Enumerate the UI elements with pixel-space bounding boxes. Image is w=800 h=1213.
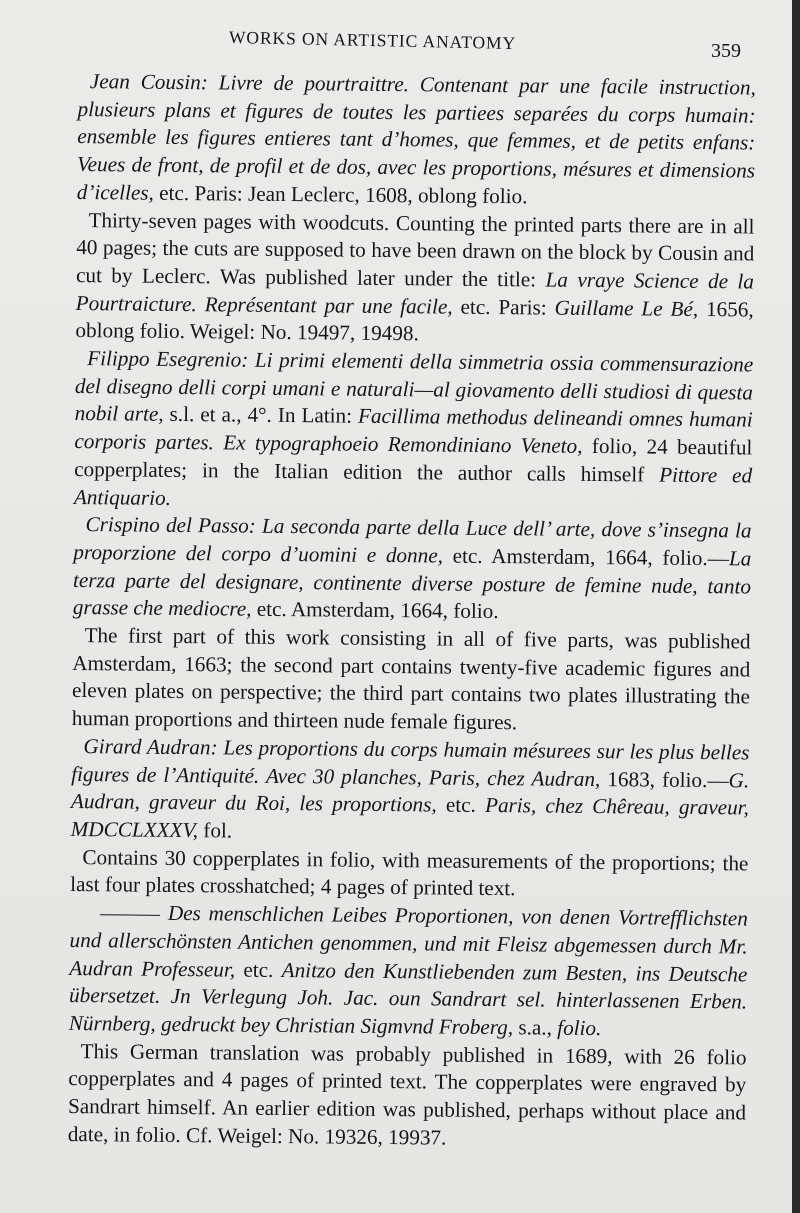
ditto-rule	[100, 914, 160, 916]
page-number: 359	[711, 40, 741, 62]
entry-esegrenio-citation: Filippo Esegrenio: Li primi elementi della simmetria ossia commensurazione del disegno delli corpi umani e naturali—al giovamento delli studiosi di questa nobil arte, s.l. et a., 4°. In Latin: Facillima methodus delineandi omnes humani corporis partes. Ex typographoeio Remondiniano Veneto, folio, 24 beautiful copperplates; in the Italian edition the author calls himself Pittore ed Antiquario.	[73, 346, 754, 510]
entry-german-note: This German translation was probably published in 1689, with 26 folio copperplates and 4 pages of printed text. The copperplates were engraved by Sandrart himself. An earlier edition was published, perhaps without place and date, in folio. Cf. Weigel: No. 19326, 19937.	[67, 1038, 747, 1150]
page-edge-shadow	[792, 0, 800, 1213]
entry-audran-citation: Girard Audran: Les proportions du corps humain mésurees sur les plus belles figures de l’Antiquité. Avec 30 planches, Paris, chez Audran, 1683, folio.—G. Audran, graveur du Roi, les proportions, etc. Paris, chez Chêreau, graveur, MDCCLXXXV, fol.	[70, 733, 750, 843]
page-body	[68, 68, 756, 1155]
running-title: WORKS ON ARTISTIC ANATOMY	[228, 27, 517, 54]
entry-passo-citation: Crispino del Passo: La seconda parte della Luce dell’ arte, dove s’insegna la proporzione del corpo d’uomini e donne, etc. Amsterdam, 1664, folio.—La terza parte del designare, continente diverse posture de femine nude, tanto grasse che mediocre, etc. Amsterdam, 1664, folio.	[72, 512, 752, 624]
entry-german-citation: Des menschlichen Leibes Proportionen, von denen Vortrefflichsten und allerschönsten Antichen genommen, und mit Fleisz abgemessen durch Mr. Audran Professeur, etc. Anitzo den Kunstliebenden zum Besten, ins Deutsche übersetzet. Jn Verlegung Joh. Jac. oun Sandrart sel. hinterlassenen Erben. Nürnberg, gedruckt bey Christian Sigmvnd Froberg, s.a., folio.	[68, 900, 748, 1040]
entry-audran-note: Contains 30 copperplates in folio, with measurements of the proportions; the last four plates crosshatched; 4 pages of printed text.	[70, 844, 749, 901]
entry-passo-note: The first part of this work consisting in all of five parts, was published Amsterdam, 1663; the second part contains twenty-five academic figures and eleven plates on perspective; the third part contains two plates illustrating the human proportions and thirteen nude female figures.	[71, 623, 751, 735]
entry-cousin-citation: Jean Cousin: Livre de pourtraittre. Contenant par une facile instruction, plusieurs plans et figures de toutes les partiees separées du corps humain: ensemble les figures entieres tant d’homes, que femmes, et de petits enfans: Veues de front, de profil et de dos, avec les proportions, mésures et dimensions d’icelles, etc. Paris: Jean Leclerc, 1608, oblong folio.	[76, 69, 756, 209]
entry-cousin-note: Thirty-seven pages with woodcuts. Counting the printed parts there are in all 40 pages; the cuts are supposed to have been drawn on the block by Cousin and cut by Leclerc. Was published later under the title: La vraye Science de la Pourtraicture. Représentant par une facile, etc. Paris: Guillame Le Bé, 1656, oblong folio. Weigel: No. 19497, 19498.	[75, 207, 755, 346]
